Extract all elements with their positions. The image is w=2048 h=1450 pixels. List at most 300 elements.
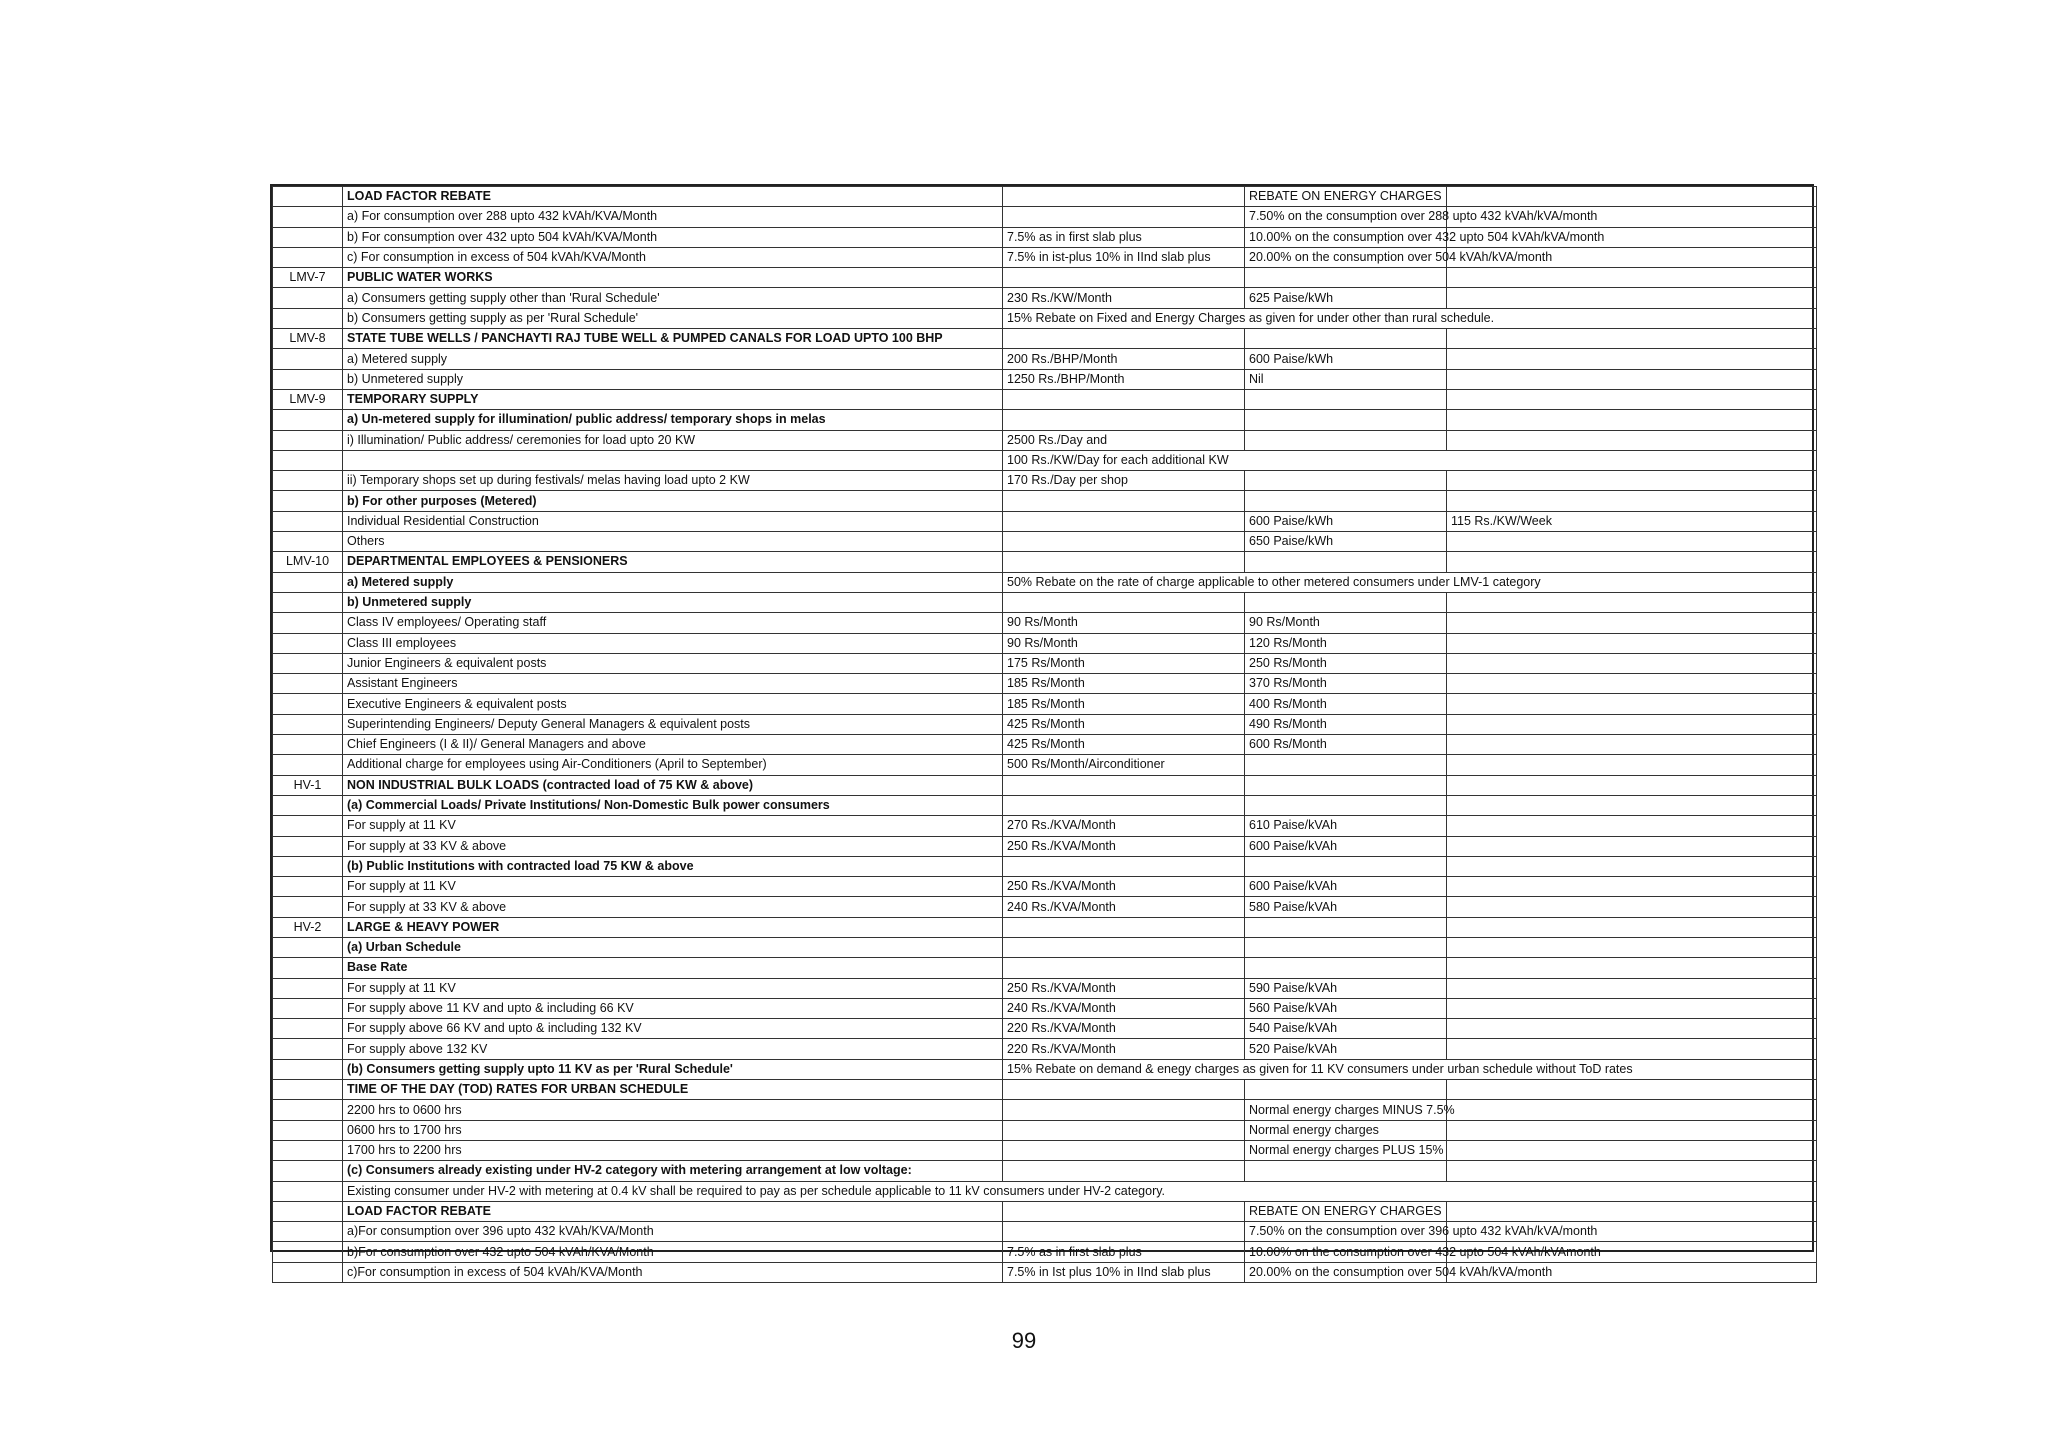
category-code-cell (273, 1019, 343, 1039)
energy-charge-cell: 540 Paise/kVAh (1245, 1019, 1447, 1039)
category-code-cell (273, 450, 343, 470)
remarks-cell (1447, 613, 1817, 633)
category-code-cell (273, 978, 343, 998)
description-cell: Junior Engineers & equivalent posts (343, 653, 1003, 673)
energy-charge-cell: 590 Paise/kVAh (1245, 978, 1447, 998)
category-code-cell (273, 653, 343, 673)
description-cell: a) Consumers getting supply other than 'Rural Schedule' (343, 288, 1003, 308)
description-cell: c) For consumption in excess of 504 kVAh/KVA/Month (343, 247, 1003, 267)
description-cell: Individual Residential Construction (343, 511, 1003, 531)
fixed-charge-cell: 250 Rs./KVA/Month (1003, 836, 1245, 856)
description-cell: (a) Commercial Loads/ Private Institutions/ Non-Domestic Bulk power consumers (343, 795, 1003, 815)
description-cell: LOAD FACTOR REBATE (343, 187, 1003, 207)
description-cell: c)For consumption in excess of 504 kVAh/KVA/Month (343, 1262, 1003, 1282)
category-code-cell (273, 511, 343, 531)
table-row (273, 349, 1817, 369)
energy-charge-cell: REBATE ON ENERGY CHARGES (1245, 1201, 1447, 1221)
remarks-cell (1447, 329, 1817, 349)
remarks-cell (1447, 674, 1817, 694)
remarks-cell (1447, 775, 1817, 795)
energy-charge-cell: 600 Paise/kWh (1245, 349, 1447, 369)
fixed-charge-cell: 170 Rs./Day per shop (1003, 471, 1245, 491)
energy-charge-cell: 10.00% on the consumption over 432 upto 504 kVAh/kVA/month (1245, 227, 1447, 247)
fixed-charge-cell (1003, 1080, 1245, 1100)
fixed-charge-cell (1003, 958, 1245, 978)
category-code-cell (273, 1080, 343, 1100)
category-code-cell: HV-1 (273, 775, 343, 795)
fixed-charge-cell: 240 Rs./KVA/Month (1003, 897, 1245, 917)
table-row (273, 694, 1817, 714)
energy-charge-cell (1245, 329, 1447, 349)
fixed-charge-cell: 50% Rebate on the rate of charge applicable to other metered consumers under LMV-1 category (1003, 572, 1817, 592)
table-row (273, 187, 1817, 207)
remarks-cell (1447, 937, 1817, 957)
category-code-cell (273, 795, 343, 815)
energy-charge-cell: 580 Paise/kVAh (1245, 897, 1447, 917)
energy-charge-cell: 600 Rs/Month (1245, 735, 1447, 755)
fixed-charge-cell (1003, 795, 1245, 815)
fixed-charge-cell (1003, 775, 1245, 795)
fixed-charge-cell: 7.5% in ist-plus 10% in IInd slab plus (1003, 247, 1245, 267)
category-code-cell (273, 1242, 343, 1262)
energy-charge-cell: REBATE ON ENERGY CHARGES (1245, 187, 1447, 207)
fixed-charge-cell (1003, 1120, 1245, 1140)
category-code-cell (273, 1262, 343, 1282)
category-code-cell (273, 1161, 343, 1181)
energy-charge-cell: Nil (1245, 369, 1447, 389)
energy-charge-cell: 600 Paise/kWh (1245, 511, 1447, 531)
remarks-cell (1447, 917, 1817, 937)
energy-charge-cell (1245, 592, 1447, 612)
remarks-cell (1447, 349, 1817, 369)
category-code-cell (273, 998, 343, 1018)
fixed-charge-cell: 250 Rs./KVA/Month (1003, 978, 1245, 998)
category-code-cell (273, 1222, 343, 1242)
category-code-cell (273, 187, 343, 207)
energy-charge-cell: 370 Rs/Month (1245, 674, 1447, 694)
energy-charge-cell (1245, 1080, 1447, 1100)
remarks-cell (1447, 288, 1817, 308)
fixed-charge-cell: 270 Rs./KVA/Month (1003, 816, 1245, 836)
energy-charge-cell (1245, 491, 1447, 511)
description-cell: Class III employees (343, 633, 1003, 653)
description-cell: For supply at 33 KV & above (343, 897, 1003, 917)
table-row (273, 714, 1817, 734)
category-code-cell (273, 1059, 343, 1079)
table-row (273, 1039, 1817, 1059)
remarks-cell (1447, 592, 1817, 612)
description-cell: b) Consumers getting supply as per 'Rural Schedule' (343, 308, 1003, 328)
remarks-cell: 115 Rs./KW/Week (1447, 511, 1817, 531)
fixed-charge-cell: 200 Rs./BHP/Month (1003, 349, 1245, 369)
table-row (273, 207, 1817, 227)
description-cell: For supply at 11 KV (343, 877, 1003, 897)
remarks-cell (1447, 1201, 1817, 1221)
energy-charge-cell: Normal energy charges MINUS 7.5% (1245, 1100, 1447, 1120)
page-number: 99 (1011, 1328, 1037, 1353)
fixed-charge-cell: 185 Rs/Month (1003, 694, 1245, 714)
table-row (273, 1222, 1817, 1242)
remarks-cell (1447, 369, 1817, 389)
remarks-cell (1447, 1019, 1817, 1039)
remarks-cell (1447, 268, 1817, 288)
description-cell: b) For other purposes (Metered) (343, 491, 1003, 511)
category-code-cell (273, 572, 343, 592)
fixed-charge-cell (1003, 1100, 1245, 1120)
energy-charge-cell: 400 Rs/Month (1245, 694, 1447, 714)
table-row (273, 389, 1817, 409)
description-cell: (b) Consumers getting supply upto 11 KV as per 'Rural Schedule' (343, 1059, 1003, 1079)
energy-charge-cell (1245, 917, 1447, 937)
remarks-cell (1447, 532, 1817, 552)
table-row (273, 917, 1817, 937)
fixed-charge-cell: 175 Rs/Month (1003, 653, 1245, 673)
description-cell: 1700 hrs to 2200 hrs (343, 1140, 1003, 1160)
category-code-cell (273, 958, 343, 978)
energy-charge-cell: 600 Paise/kVAh (1245, 877, 1447, 897)
table-row (273, 227, 1817, 247)
description-cell: TIME OF THE DAY (TOD) RATES FOR URBAN SCHEDULE (343, 1080, 1003, 1100)
remarks-cell (1447, 410, 1817, 430)
table-row (273, 1059, 1817, 1079)
remarks-cell (1447, 795, 1817, 815)
category-code-cell (273, 816, 343, 836)
table-row (273, 288, 1817, 308)
category-code-cell (273, 430, 343, 450)
category-code-cell (273, 1100, 343, 1120)
category-code-cell (273, 1181, 343, 1201)
remarks-cell (1447, 552, 1817, 572)
tariff-table-frame (270, 184, 1814, 1279)
energy-charge-cell (1245, 552, 1447, 572)
energy-charge-cell (1245, 937, 1447, 957)
category-code-cell (273, 592, 343, 612)
table-row (273, 450, 1817, 470)
category-code-cell (273, 836, 343, 856)
category-code-cell (273, 674, 343, 694)
description-cell: Existing consumer under HV-2 with metering at 0.4 kV shall be required to pay as per schedule applicable to 11 kV consumers under HV-2 category. (343, 1181, 1817, 1201)
energy-charge-cell: 490 Rs/Month (1245, 714, 1447, 734)
remarks-cell (1447, 714, 1817, 734)
description-cell: Class IV employees/ Operating staff (343, 613, 1003, 633)
table-row (273, 552, 1817, 572)
remarks-cell (1447, 816, 1817, 836)
description-cell: a) Un-metered supply for illumination/ public address/ temporary shops in melas (343, 410, 1003, 430)
description-cell: (c) Consumers already existing under HV-2 category with metering arrangement at low voltage: (343, 1161, 1003, 1181)
table-row (273, 775, 1817, 795)
description-cell: a) Metered supply (343, 349, 1003, 369)
table-row (273, 1019, 1817, 1039)
remarks-cell (1447, 735, 1817, 755)
description-cell: Superintending Engineers/ Deputy General Managers & equivalent posts (343, 714, 1003, 734)
table-row (273, 369, 1817, 389)
energy-charge-cell: 7.50% on the consumption over 288 upto 432 kVAh/kVA/month (1245, 207, 1447, 227)
fixed-charge-cell (1003, 1161, 1245, 1181)
remarks-cell (1447, 856, 1817, 876)
energy-charge-cell: 625 Paise/kWh (1245, 288, 1447, 308)
table-row (273, 674, 1817, 694)
fixed-charge-cell: 425 Rs/Month (1003, 714, 1245, 734)
category-code-cell: HV-2 (273, 917, 343, 937)
remarks-cell (1447, 1039, 1817, 1059)
description-cell: b)For consumption over 432 upto 504 kVAh/KVA/Month (343, 1242, 1003, 1262)
energy-charge-cell (1245, 430, 1447, 450)
energy-charge-cell (1245, 795, 1447, 815)
table-row (273, 572, 1817, 592)
fixed-charge-cell: 500 Rs/Month/Airconditioner (1003, 755, 1245, 775)
description-cell: 0600 hrs to 1700 hrs (343, 1120, 1003, 1140)
description-cell: STATE TUBE WELLS / PANCHAYTI RAJ TUBE WELL & PUMPED CANALS FOR LOAD UPTO 100 BHP (343, 329, 1003, 349)
fixed-charge-cell: 220 Rs./KVA/Month (1003, 1039, 1245, 1059)
fixed-charge-cell (1003, 268, 1245, 288)
table-row (273, 1100, 1817, 1120)
fixed-charge-cell (1003, 511, 1245, 531)
category-code-cell (273, 735, 343, 755)
energy-charge-cell (1245, 268, 1447, 288)
description-cell: For supply at 11 KV (343, 816, 1003, 836)
fixed-charge-cell: 100 Rs./KW/Day for each additional KW (1003, 450, 1817, 470)
remarks-cell (1447, 471, 1817, 491)
fixed-charge-cell (1003, 917, 1245, 937)
description-cell: b) Unmetered supply (343, 592, 1003, 612)
fixed-charge-cell: 250 Rs./KVA/Month (1003, 877, 1245, 897)
table-row (273, 1181, 1817, 1201)
table-row (273, 978, 1817, 998)
fixed-charge-cell (1003, 207, 1245, 227)
description-cell: b) For consumption over 432 upto 504 kVAh/KVA/Month (343, 227, 1003, 247)
category-code-cell: LMV-10 (273, 552, 343, 572)
fixed-charge-cell: 7.5% as in first slab plus (1003, 227, 1245, 247)
description-cell: i) Illumination/ Public address/ ceremonies for load upto 20 KW (343, 430, 1003, 450)
category-code-cell (273, 471, 343, 491)
remarks-cell (1447, 1080, 1817, 1100)
energy-charge-cell (1245, 856, 1447, 876)
description-cell: For supply above 132 KV (343, 1039, 1003, 1059)
description-cell: PUBLIC WATER WORKS (343, 268, 1003, 288)
fixed-charge-cell: 15% Rebate on demand & enegy charges as given for 11 KV consumers under urban schedule without ToD rates (1003, 1059, 1817, 1079)
table-row (273, 247, 1817, 267)
table-row (273, 755, 1817, 775)
category-code-cell (273, 714, 343, 734)
description-cell: For supply above 66 KV and upto & including 132 KV (343, 1019, 1003, 1039)
table-row (273, 937, 1817, 957)
energy-charge-cell (1245, 410, 1447, 430)
description-cell: (b) Public Institutions with contracted load 75 KW & above (343, 856, 1003, 876)
remarks-cell (1447, 998, 1817, 1018)
energy-charge-cell (1245, 1161, 1447, 1181)
fixed-charge-cell (1003, 389, 1245, 409)
table-row (273, 816, 1817, 836)
fixed-charge-cell (1003, 187, 1245, 207)
description-cell: Executive Engineers & equivalent posts (343, 694, 1003, 714)
fixed-charge-cell (1003, 1201, 1245, 1221)
energy-charge-cell (1245, 775, 1447, 795)
description-cell: Assistant Engineers (343, 674, 1003, 694)
energy-charge-cell (1245, 958, 1447, 978)
fixed-charge-cell (1003, 1222, 1245, 1242)
energy-charge-cell: 250 Rs/Month (1245, 653, 1447, 673)
fixed-charge-cell (1003, 592, 1245, 612)
category-code-cell (273, 613, 343, 633)
description-cell: For supply at 11 KV (343, 978, 1003, 998)
fixed-charge-cell: 7.5% as in first slab plus (1003, 1242, 1245, 1262)
table-row (273, 877, 1817, 897)
table-row (273, 1140, 1817, 1160)
description-cell: TEMPORARY SUPPLY (343, 389, 1003, 409)
table-row (273, 329, 1817, 349)
fixed-charge-cell (1003, 856, 1245, 876)
description-cell (343, 450, 1003, 470)
table-row (273, 308, 1817, 328)
energy-charge-cell: Normal energy charges (1245, 1120, 1447, 1140)
category-code-cell (273, 349, 343, 369)
table-row (273, 613, 1817, 633)
fixed-charge-cell: 7.5% in Ist plus 10% in IInd slab plus (1003, 1262, 1245, 1282)
description-cell: For supply above 11 KV and upto & including 66 KV (343, 998, 1003, 1018)
category-code-cell (273, 288, 343, 308)
remarks-cell (1447, 1161, 1817, 1181)
table-row (273, 856, 1817, 876)
fixed-charge-cell (1003, 552, 1245, 572)
description-cell: Chief Engineers (I & II)/ General Managers and above (343, 735, 1003, 755)
category-code-cell: LMV-9 (273, 389, 343, 409)
table-row (273, 1161, 1817, 1181)
remarks-cell (1447, 755, 1817, 775)
fixed-charge-cell (1003, 532, 1245, 552)
energy-charge-cell: 610 Paise/kVAh (1245, 816, 1447, 836)
table-row (273, 532, 1817, 552)
category-code-cell (273, 897, 343, 917)
remarks-cell (1447, 877, 1817, 897)
table-row (273, 1201, 1817, 1221)
table-row (273, 998, 1817, 1018)
fixed-charge-cell: 1250 Rs./BHP/Month (1003, 369, 1245, 389)
category-code-cell (273, 937, 343, 957)
remarks-cell (1447, 978, 1817, 998)
table-row (273, 471, 1817, 491)
description-cell: a)For consumption over 396 upto 432 kVAh/KVA/Month (343, 1222, 1003, 1242)
category-code-cell (273, 207, 343, 227)
category-code-cell (273, 856, 343, 876)
fixed-charge-cell: 185 Rs/Month (1003, 674, 1245, 694)
table-row (273, 653, 1817, 673)
remarks-cell (1447, 836, 1817, 856)
table-row (273, 430, 1817, 450)
category-code-cell: LMV-7 (273, 268, 343, 288)
fixed-charge-cell (1003, 410, 1245, 430)
description-cell: LOAD FACTOR REBATE (343, 1201, 1003, 1221)
category-code-cell (273, 227, 343, 247)
table-row (273, 1262, 1817, 1282)
description-cell: a) Metered supply (343, 572, 1003, 592)
remarks-cell (1447, 389, 1817, 409)
category-code-cell (273, 247, 343, 267)
remarks-cell (1447, 633, 1817, 653)
fixed-charge-cell (1003, 491, 1245, 511)
remarks-cell (1447, 653, 1817, 673)
category-code-cell (273, 755, 343, 775)
energy-charge-cell: 20.00% on the consumption over 504 kVAh/kVA/month (1245, 247, 1447, 267)
description-cell: For supply at 33 KV & above (343, 836, 1003, 856)
remarks-cell (1447, 430, 1817, 450)
description-cell: DEPARTMENTAL EMPLOYEES & PENSIONERS (343, 552, 1003, 572)
fixed-charge-cell: 90 Rs/Month (1003, 633, 1245, 653)
category-code-cell (273, 1039, 343, 1059)
table-row (273, 491, 1817, 511)
energy-charge-cell: 90 Rs/Month (1245, 613, 1447, 633)
category-code-cell (273, 410, 343, 430)
energy-charge-cell: 560 Paise/kVAh (1245, 998, 1447, 1018)
category-code-cell (273, 1140, 343, 1160)
energy-charge-cell: 520 Paise/kVAh (1245, 1039, 1447, 1059)
remarks-cell (1447, 694, 1817, 714)
table-row (273, 1120, 1817, 1140)
energy-charge-cell (1245, 755, 1447, 775)
table-row (273, 1080, 1817, 1100)
fixed-charge-cell (1003, 329, 1245, 349)
category-code-cell (273, 1201, 343, 1221)
remarks-cell (1447, 958, 1817, 978)
fixed-charge-cell (1003, 1140, 1245, 1160)
table-row (273, 1242, 1817, 1262)
description-cell: 2200 hrs to 0600 hrs (343, 1100, 1003, 1120)
description-cell: Others (343, 532, 1003, 552)
fixed-charge-cell (1003, 937, 1245, 957)
energy-charge-cell: Normal energy charges PLUS 15% (1245, 1140, 1447, 1160)
fixed-charge-cell: 90 Rs/Month (1003, 613, 1245, 633)
description-cell: NON INDUSTRIAL BULK LOADS (contracted load of 75 KW & above) (343, 775, 1003, 795)
table-row (273, 633, 1817, 653)
remarks-cell (1447, 1140, 1817, 1160)
category-code-cell (273, 877, 343, 897)
energy-charge-cell: 7.50% on the consumption over 396 upto 432 kVAh/kVA/month (1245, 1222, 1447, 1242)
remarks-cell (1447, 491, 1817, 511)
fixed-charge-cell: 15% Rebate on Fixed and Energy Charges as given for under other than rural schedule. (1003, 308, 1817, 328)
table-row (273, 958, 1817, 978)
tariff-table (272, 186, 1817, 1283)
table-row (273, 897, 1817, 917)
description-cell: b) Unmetered supply (343, 369, 1003, 389)
table-row (273, 836, 1817, 856)
table-row (273, 268, 1817, 288)
energy-charge-cell: 20.00% on the consumption over 504 kVAh/kVA/month (1245, 1262, 1447, 1282)
description-cell: ii) Temporary shops set up during festivals/ melas having load upto 2 KW (343, 471, 1003, 491)
remarks-cell (1447, 1120, 1817, 1140)
category-code-cell: LMV-8 (273, 329, 343, 349)
fixed-charge-cell: 240 Rs./KVA/Month (1003, 998, 1245, 1018)
description-cell: a) For consumption over 288 upto 432 kVAh/KVA/Month (343, 207, 1003, 227)
energy-charge-cell: 120 Rs/Month (1245, 633, 1447, 653)
table-row (273, 410, 1817, 430)
remarks-cell (1447, 1100, 1817, 1120)
category-code-cell (273, 694, 343, 714)
description-cell: (a) Urban Schedule (343, 937, 1003, 957)
energy-charge-cell (1245, 389, 1447, 409)
category-code-cell (273, 369, 343, 389)
energy-charge-cell: 650 Paise/kWh (1245, 532, 1447, 552)
fixed-charge-cell: 2500 Rs./Day and (1003, 430, 1245, 450)
category-code-cell (273, 308, 343, 328)
energy-charge-cell: 10.00% on the consumption over 432 upto 504 kVAh/kVAmonth (1245, 1242, 1447, 1262)
table-row (273, 795, 1817, 815)
description-cell: Additional charge for employees using Air-Conditioners (April to September) (343, 755, 1003, 775)
energy-charge-cell: 600 Paise/kVAh (1245, 836, 1447, 856)
remarks-cell (1447, 897, 1817, 917)
table-row (273, 735, 1817, 755)
fixed-charge-cell: 425 Rs/Month (1003, 735, 1245, 755)
category-code-cell (273, 1120, 343, 1140)
category-code-cell (273, 633, 343, 653)
